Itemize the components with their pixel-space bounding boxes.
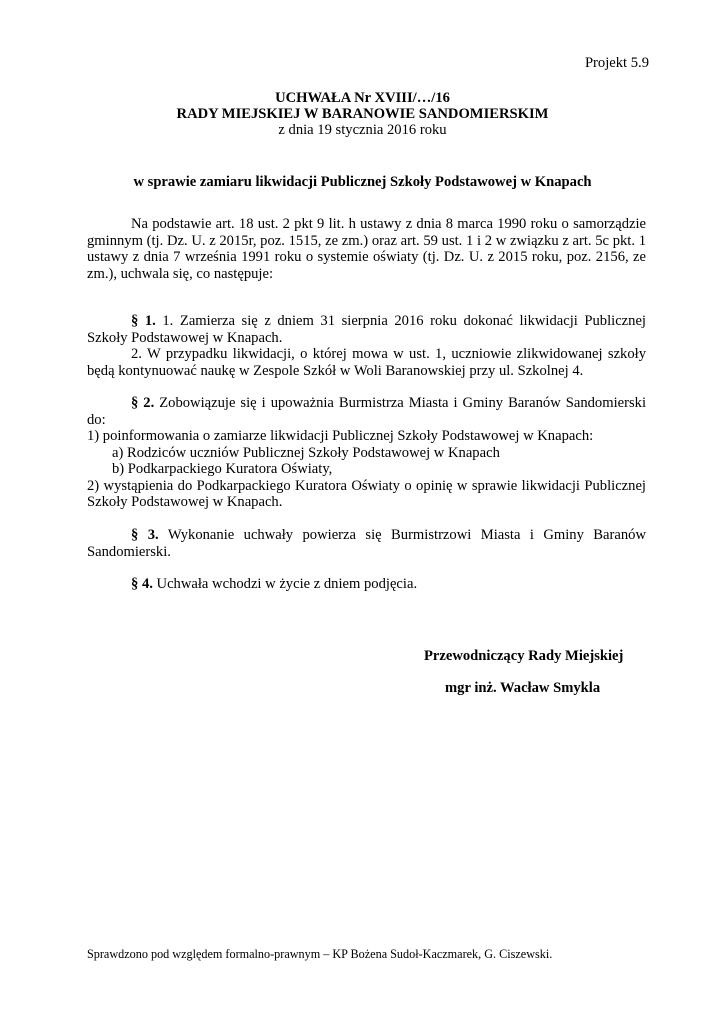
paragraph-2-mark: § 2. — [131, 395, 155, 411]
legal-basis-section — [87, 216, 646, 282]
paragraph-4-body: Uchwała wchodzi w życie z dniem podjęcia. — [152, 576, 418, 592]
paragraph-3-text — [87, 527, 646, 560]
project-label: Projekt 5.9 — [584, 55, 649, 71]
paragraph-1-point-1 — [87, 313, 646, 346]
paragraph-3-body: Wykonanie uchwały powierza się Burmistrzowi Miasta i Gminy Baranów Sandomierski. — [87, 527, 646, 560]
paragraph-2-intro — [87, 395, 646, 428]
paragraph-3-mark: § 3. — [131, 527, 159, 543]
paragraph-1 — [87, 313, 646, 379]
legal-basis-text: Na podstawie art. 18 ust. 2 pkt 9 lit. h ustawy z dnia 8 marca 1990 roku o samorządzie gminnym (tj. Dz. U. z 2015r, poz. 1515, ze zm.) oraz art. 59 ust. 1 i 2 w związku z art. 5c pkt. 1 ustawy z dnia 7 września 1991 roku o systemie oświaty (tj. Dz. U. z 2015 roku, poz. 2156, ze zm.), uchwala się, co następuje: — [87, 216, 646, 282]
resolution-title: UCHWAŁA Nr XVIII/…/16 — [275, 90, 450, 106]
paragraph-2-item-2: 2) wystąpienia do Podkarpackiego Kuratora Oświaty o opinię w sprawie likwidacji Publicznej Szkoły Podstawowej w Knapach. — [87, 477, 646, 510]
paragraph-2-item-1b: b) Podkarpackiego Kuratora Oświaty, — [112, 461, 333, 477]
paragraph-4 — [87, 576, 646, 593]
footer-note: Sprawdzono pod względem formalno-prawnym – KP Bożena Sudoł-Kaczmarek, G. Ciszewski. — [87, 947, 553, 961]
resolution-date: z dnia 19 stycznia 2016 roku — [278, 122, 447, 138]
paragraph-1-point-2: 2. W przypadku likwidacji, o której mowa w ust. 1, uczniowie zlikwidowanej szkoły będą kontynuować naukę w Zespole Szkół w Woli Baranowskiej przy ul. Szkolnej 4. — [87, 346, 646, 379]
paragraph-2 — [87, 395, 646, 511]
council-name: RADY MIEJSKIEJ W BARANOWIE SANDOMIERSKIM — [176, 106, 549, 122]
paragraph-2-item-1a: a) Rodziców uczniów Publicznej Szkoły Podstawowej w Knapach — [112, 444, 500, 461]
paragraph-4-mark: § 4. — [131, 576, 153, 592]
paragraph-4-text — [87, 576, 646, 593]
paragraph-3 — [87, 527, 646, 560]
paragraph-1-mark: § 1. — [131, 313, 156, 329]
paragraph-1-point-1-text: 1. Zamierza się z dniem 31 sierpnia 2016 roku dokonać likwidacji Publicznej Szkoły Podstawowej w Knapach. — [87, 313, 646, 346]
signature-name: mgr inż. Wacław Smykla — [445, 680, 601, 696]
paragraph-2-intro-text: Zobowiązuje się i upoważnia Burmistrza Miasta i Gminy Baranów Sandomierski do: — [87, 395, 647, 428]
signature-role: Przewodniczący Rady Miejskiej — [424, 648, 624, 664]
paragraph-2-item-1: 1) poinformowania o zamiarze likwidacji Publicznej Szkoły Podstawowej w Knapach: — [87, 428, 594, 444]
resolution-subject: w sprawie zamiaru likwidacji Publicznej Szkoły Podstawowej w Knapach — [133, 174, 592, 190]
